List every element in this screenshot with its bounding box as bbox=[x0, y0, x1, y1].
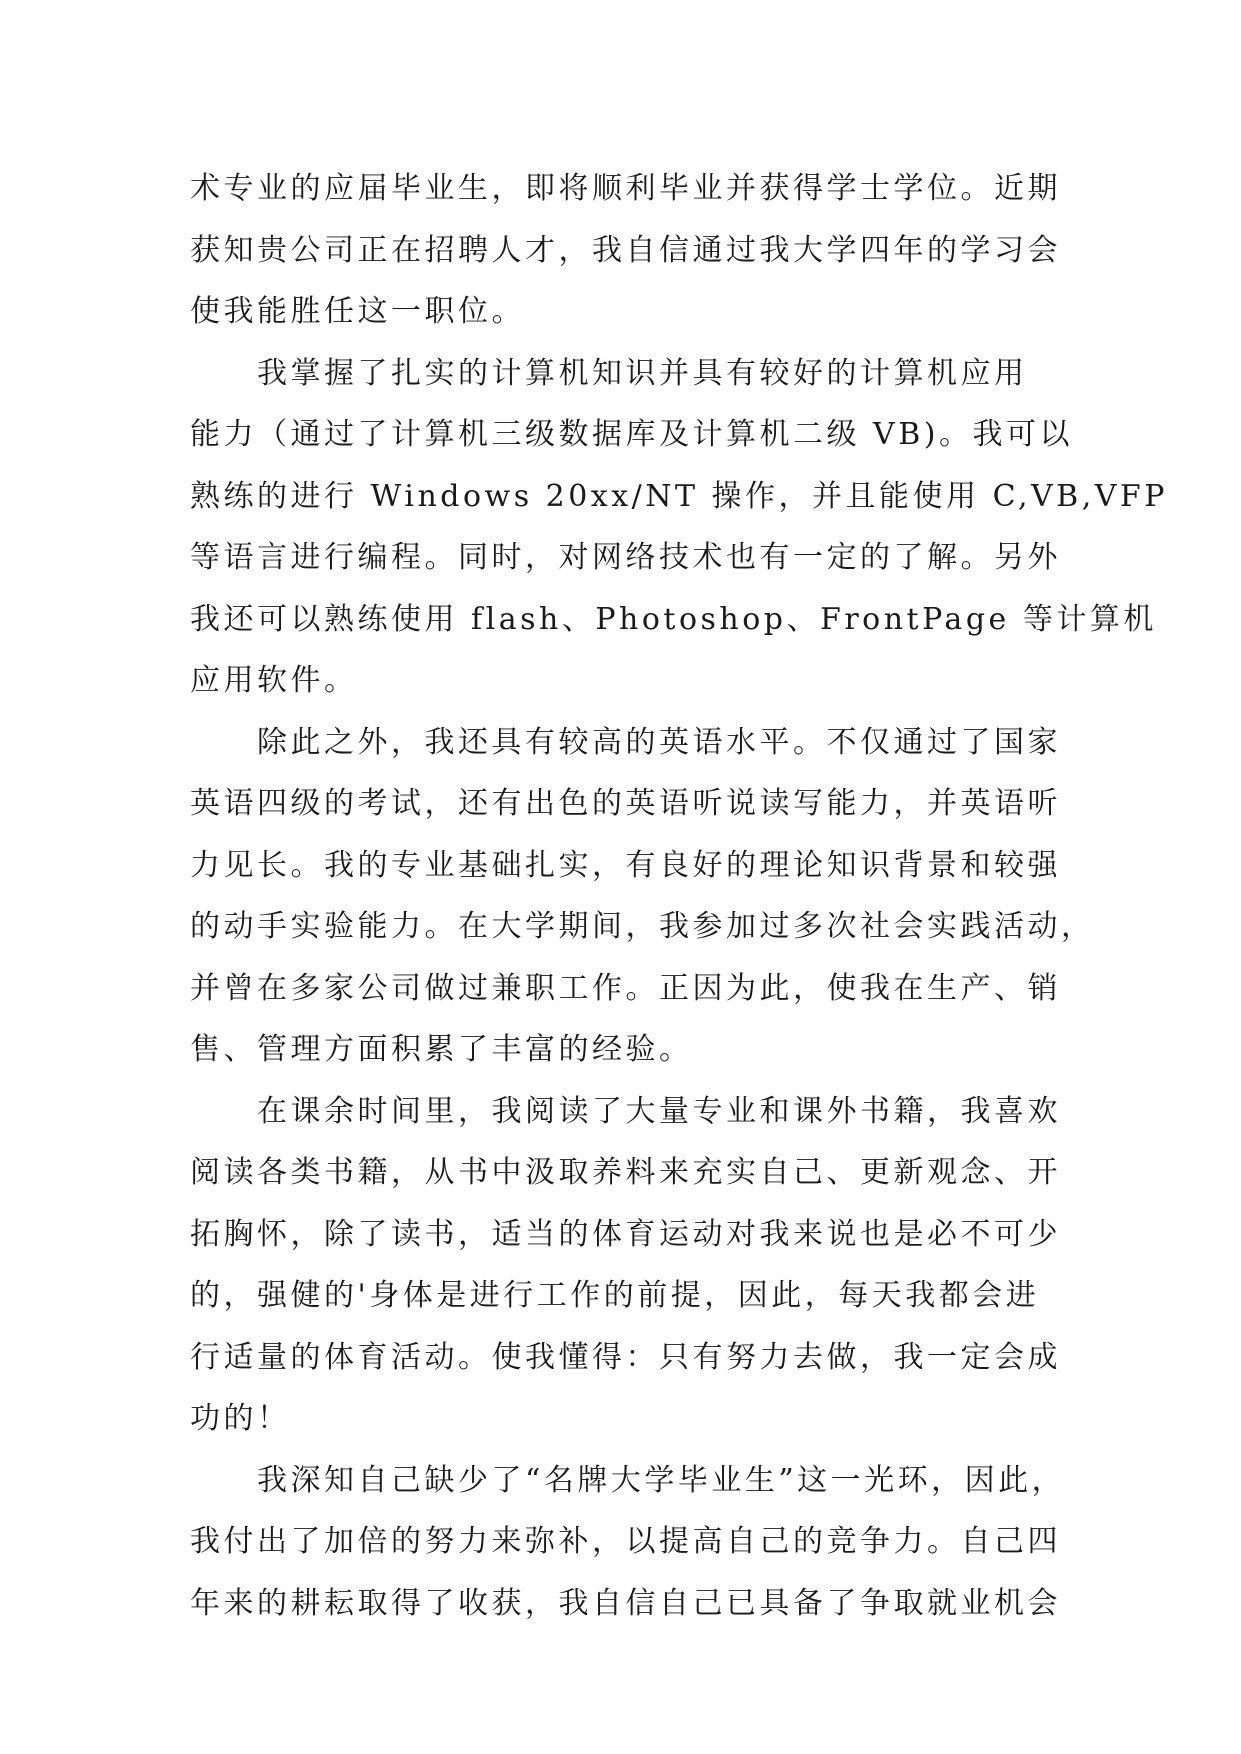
text-line: 等语言进行编程。同时，对网络技术也有一定的了解。另外 bbox=[190, 540, 1061, 575]
text-line: 英语四级的考试，还有出色的英语听说读写能力，并英语听 bbox=[190, 786, 1061, 821]
text-line: 拓胸怀，除了读书，适当的体育运动对我来说也是必不可少 bbox=[190, 1216, 1061, 1252]
text-line: 功的！ bbox=[190, 1401, 291, 1436]
paragraph-start-line: 我深知自己缺少了“名牌大学毕业生”这一光环，因此， bbox=[257, 1462, 1066, 1498]
paragraph-start-line: 在课余时间里，我阅读了大量专业和课外书籍，我喜欢 bbox=[257, 1093, 1061, 1129]
paragraph-start-line: 我掌握了扎实的计算机知识并具有较好的计算机应用 bbox=[257, 355, 1028, 391]
text-line: 熟练的进行 Windows 20xx/NT 操作，并且能使用 C,VB,VFP bbox=[190, 478, 1168, 514]
text-line: 售、管理方面积累了丰富的经验。 bbox=[190, 1032, 693, 1067]
paragraph-start-line: 除此之外，我还具有较高的英语水平。不仅通过了国家 bbox=[257, 724, 1061, 760]
text-line: 行适量的体育活动。使我懂得：只有努力去做，我一定会成 bbox=[190, 1339, 1061, 1375]
text-line: 我还可以熟练使用 flash、Photoshop、FrontPage 等计算机 bbox=[190, 601, 1157, 637]
text-line: 术专业的应届毕业生，即将顺利毕业并获得学士学位。近期 bbox=[190, 171, 1061, 206]
text-line: 使我能胜任这一职位。 bbox=[190, 294, 525, 329]
text-line: 我付出了加倍的努力来弥补，以提高自己的竞争力。自己四 bbox=[190, 1524, 1061, 1559]
text-line: 的动手实验能力。在大学期间，我参加过多次社会实践活动， bbox=[190, 909, 1095, 944]
cover-letter-body bbox=[190, 158, 1168, 1634]
text-line: 的，强健的'身体是进行工作的前提，因此，每天我都会进 bbox=[190, 1278, 1040, 1313]
text-line: 获知贵公司正在招聘人才，我自信通过我大学四年的学习会 bbox=[190, 232, 1061, 268]
text-line: 阅读各类书籍，从书中汲取养料来充实自己、更新观念、开 bbox=[190, 1155, 1061, 1190]
text-line: 能力（通过了计算机三级数据库及计算机二级 VB)。我可以 bbox=[190, 417, 1073, 452]
text-line: 并曾在多家公司做过兼职工作。正因为此，使我在生产、销 bbox=[190, 970, 1061, 1006]
text-line: 力见长。我的专业基础扎实，有良好的理论知识背景和较强 bbox=[190, 847, 1061, 883]
text-line: 应用软件。 bbox=[190, 663, 358, 698]
text-line: 年来的耕耘取得了收获，我自信自己已具备了争取就业机会 bbox=[190, 1585, 1061, 1621]
